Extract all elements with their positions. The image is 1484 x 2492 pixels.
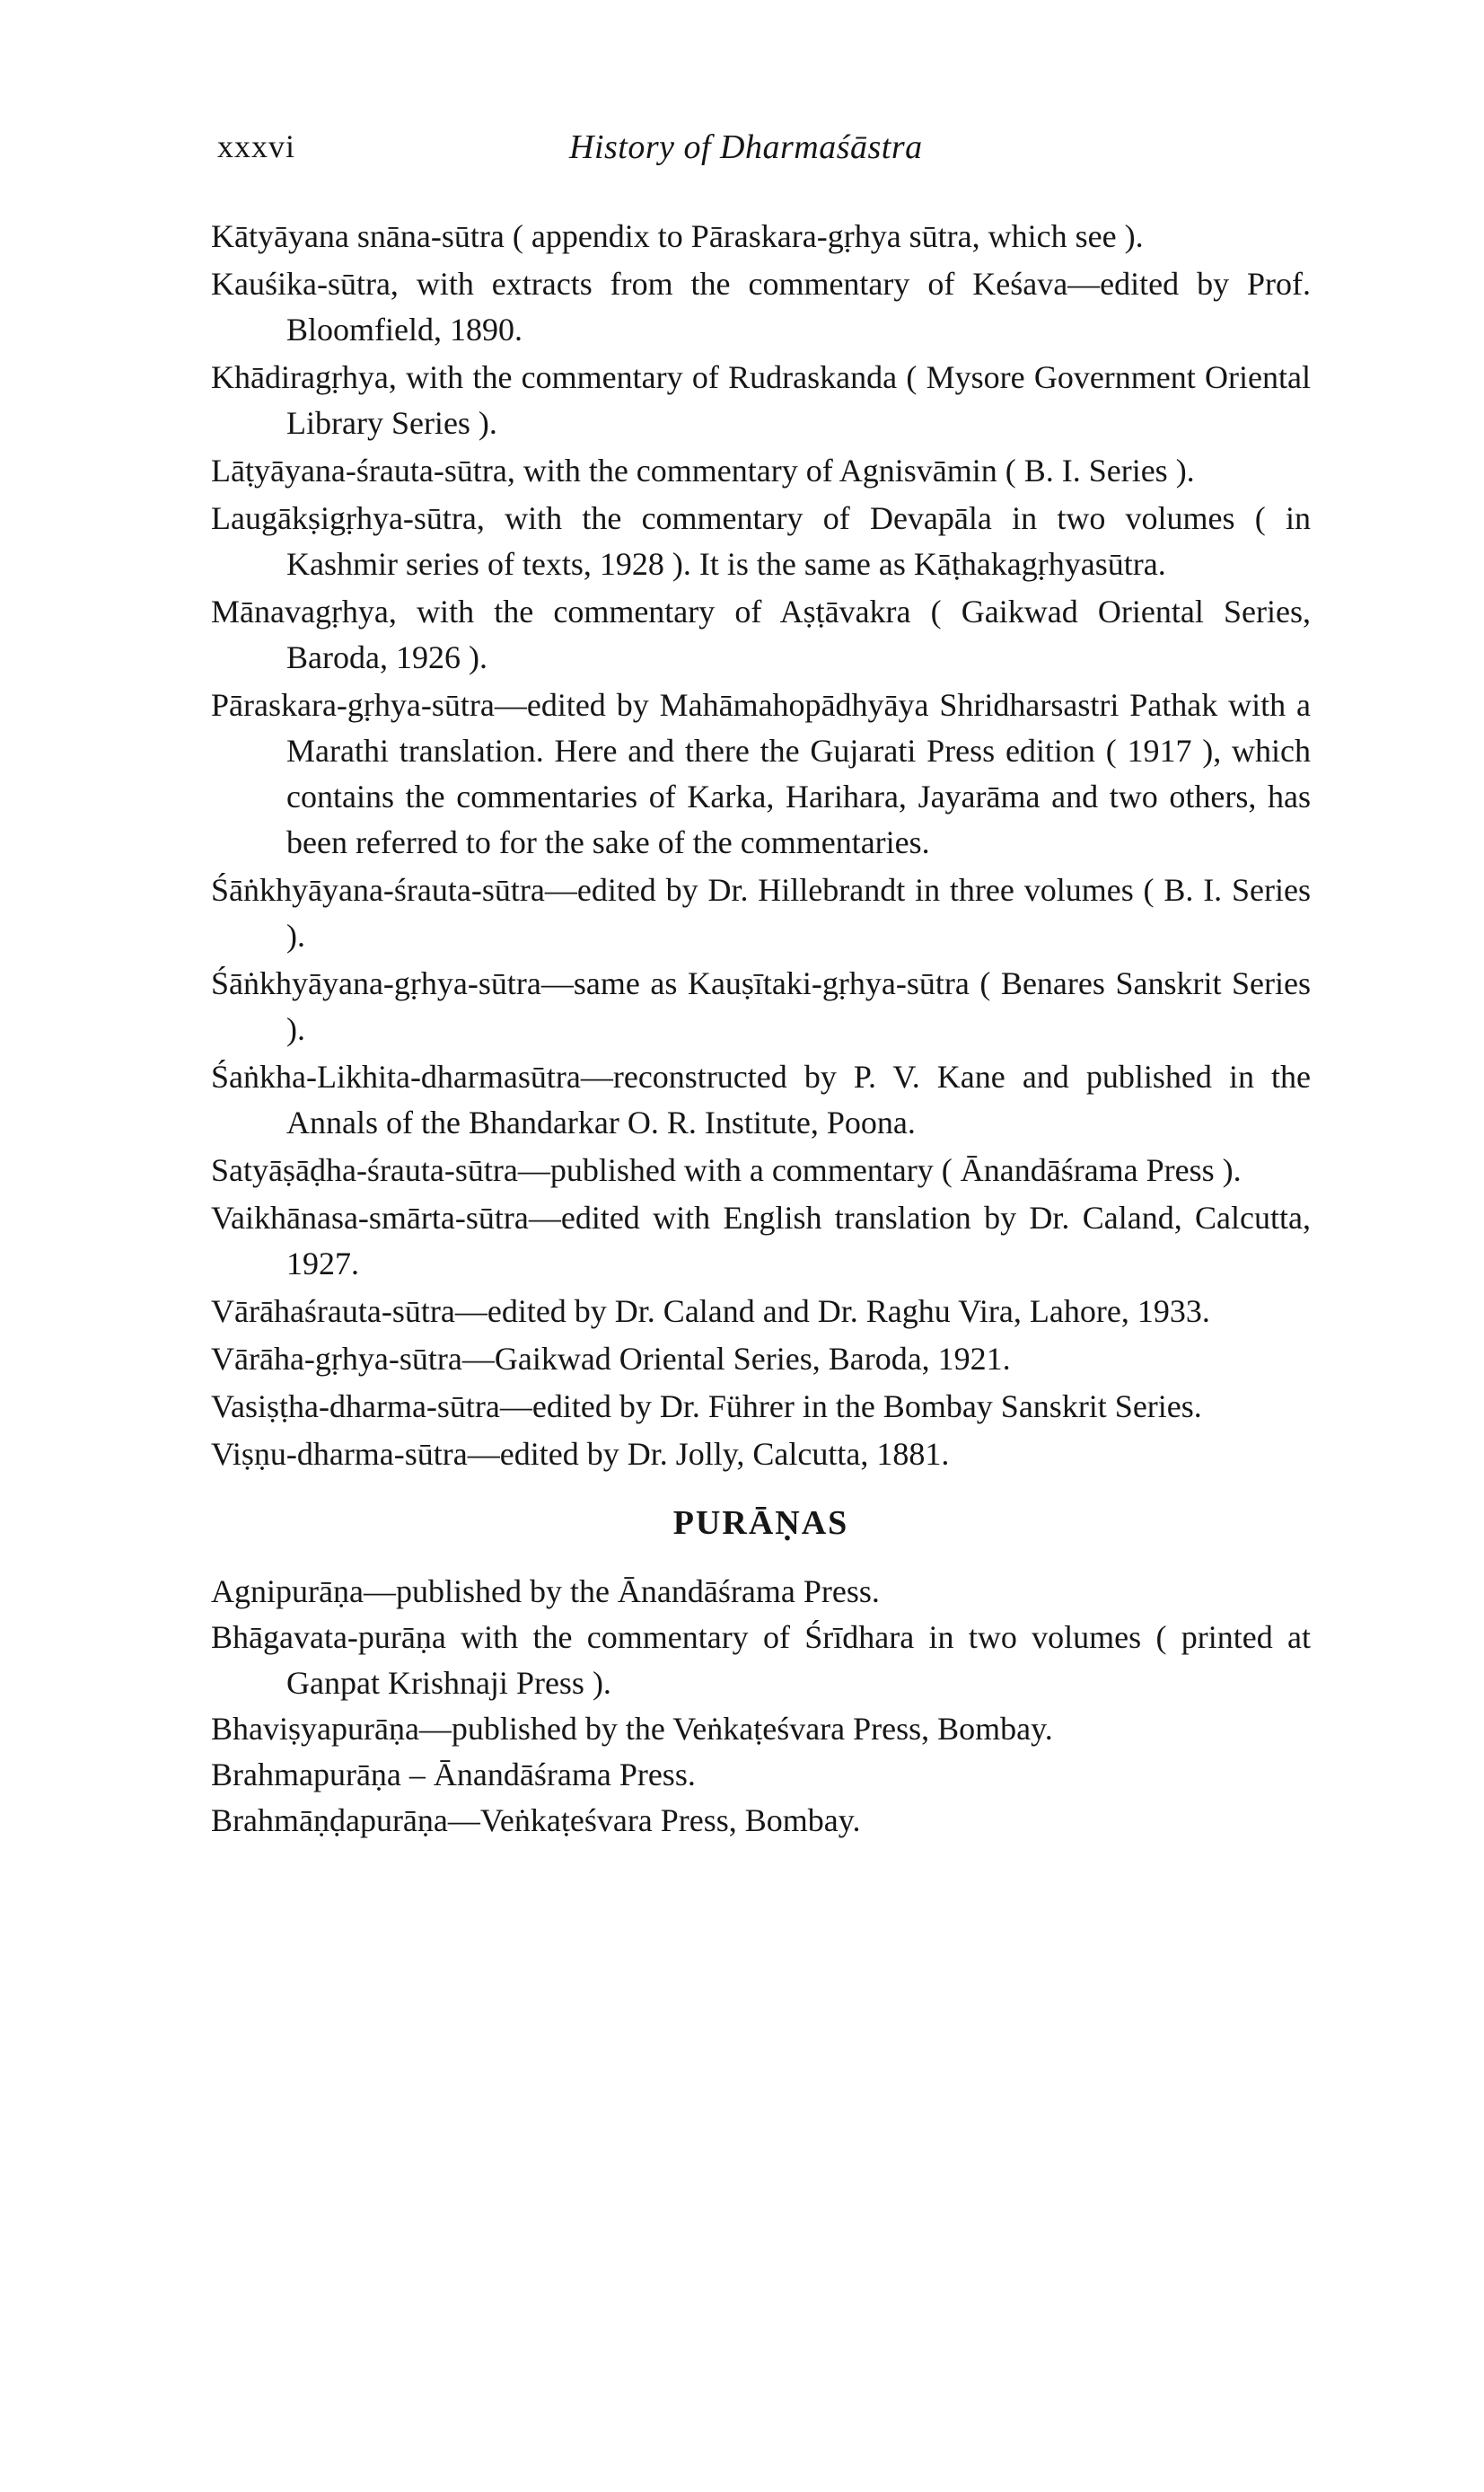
bibliography-entry: Khādiragṛhya, with the commentary of Rudraskanda ( Mysore Government Oriental Library Series ). [211,359,1311,441]
bibliography-entry: Vārāhaśrauta-sūtra—edited by Dr. Caland and Dr. Raghu Vira, Lahore, 1933. [211,1293,1210,1329]
bibliography-entry: Satyāṣāḍha-śrauta-sūtra—published with a commentary ( Ānandāśrama Press ). [211,1152,1242,1188]
bibliography-entry: Śāṅkhyāyana-śrauta-sūtra—edited by Dr. Hillebrandt in three volumes ( B. I. Series ). [211,872,1311,954]
running-header [217,128,1322,172]
bibliography-entry: Brahmapurāṇa – Ānandāśrama Press. [211,1757,696,1792]
bibliography-entry: Vaikhānasa-smārta-sūtra—edited with English translation by Dr. Caland, Calcutta, 1927. [211,1200,1311,1281]
section-heading-puranas: PURĀṆAS [672,1504,849,1542]
bibliography-entry: Viṣṇu-dharma-sūtra—edited by Dr. Jolly, Calcutta, 1881. [211,1436,950,1472]
bibliography-entry: Śāṅkhyāyana-gṛhya-sūtra—same as Kauṣītaki-gṛhya-sūtra ( Benares Sanskrit Series ). [211,965,1311,1047]
bibliography-entry: Bhāgavata-purāṇa with the commentary of Śrīdhara in two volumes ( printed at Ganpat Krishnaji Press ). [211,1619,1311,1701]
bibliography-entry: Brahmāṇḍapurāṇa—Veṅkaṭeśvara Press, Bombay. [211,1802,861,1838]
bibliography-entry: Agnipurāṇa—published by the Ānandāśrama Press. [211,1573,880,1609]
bibliography-entry: Kauśika-sūtra, with extracts from the commentary of Keśava—edited by Prof. Bloomfield, 1890. [211,266,1311,348]
bibliography-entry: Vārāha-gṛhya-sūtra—Gaikwad Oriental Series, Baroda, 1921. [211,1341,1011,1377]
bibliography-entry: Śaṅkha-Likhita-dharmasūtra—reconstructed by P. V. Kane and published in the Annals of the Bhandarkar O. R. Institute, Poona. [211,1059,1311,1140]
sutra-bibliography-list [211,214,1311,1477]
bibliography-entry: Vasiṣṭha-dharma-sūtra—edited by Dr. Führer in the Bombay Sanskrit Series. [211,1388,1202,1424]
bibliography-entry: Mānavagṛhya, with the commentary of Aṣṭāvakra ( Gaikwad Oriental Series, Baroda, 1926 ). [211,594,1311,675]
bibliography-entry: Bhaviṣyapurāṇa—published by the Veṅkaṭeśvara Press, Bombay. [211,1711,1053,1747]
purana-bibliography-list [211,1569,1311,1844]
bibliography-entry: Kātyāyana snāna-sūtra ( appendix to Pāraskara-gṛhya sūtra, which see ). [211,218,1144,254]
page-number: xxxvi [217,128,296,164]
bibliography-entry: Lāṭyāyana-śrauta-sūtra, with the commentary of Agnisvāmin ( B. I. Series ). [211,453,1195,489]
running-title: History of Dharmaśāstra [569,128,923,166]
bibliography-entry: Laugākṣigṛhya-sūtra, with the commentary of Devapāla in two volumes ( in Kashmir series of texts, 1928 ). It is the same as Kāṭhakagṛhyasūtra. [211,500,1311,582]
body-text [211,214,1311,1844]
bibliography-entry: Pāraskara-gṛhya-sūtra—edited by Mahāmahopādhyāya Shridharsastri Pathak with a Marathi translation. Here and there the Gujarati Press edition ( 1917 ), which contains the commentaries of Karka, Harihara, Jayarāma and two others, has been referred to for the sake of the commentaries. [211,687,1311,860]
